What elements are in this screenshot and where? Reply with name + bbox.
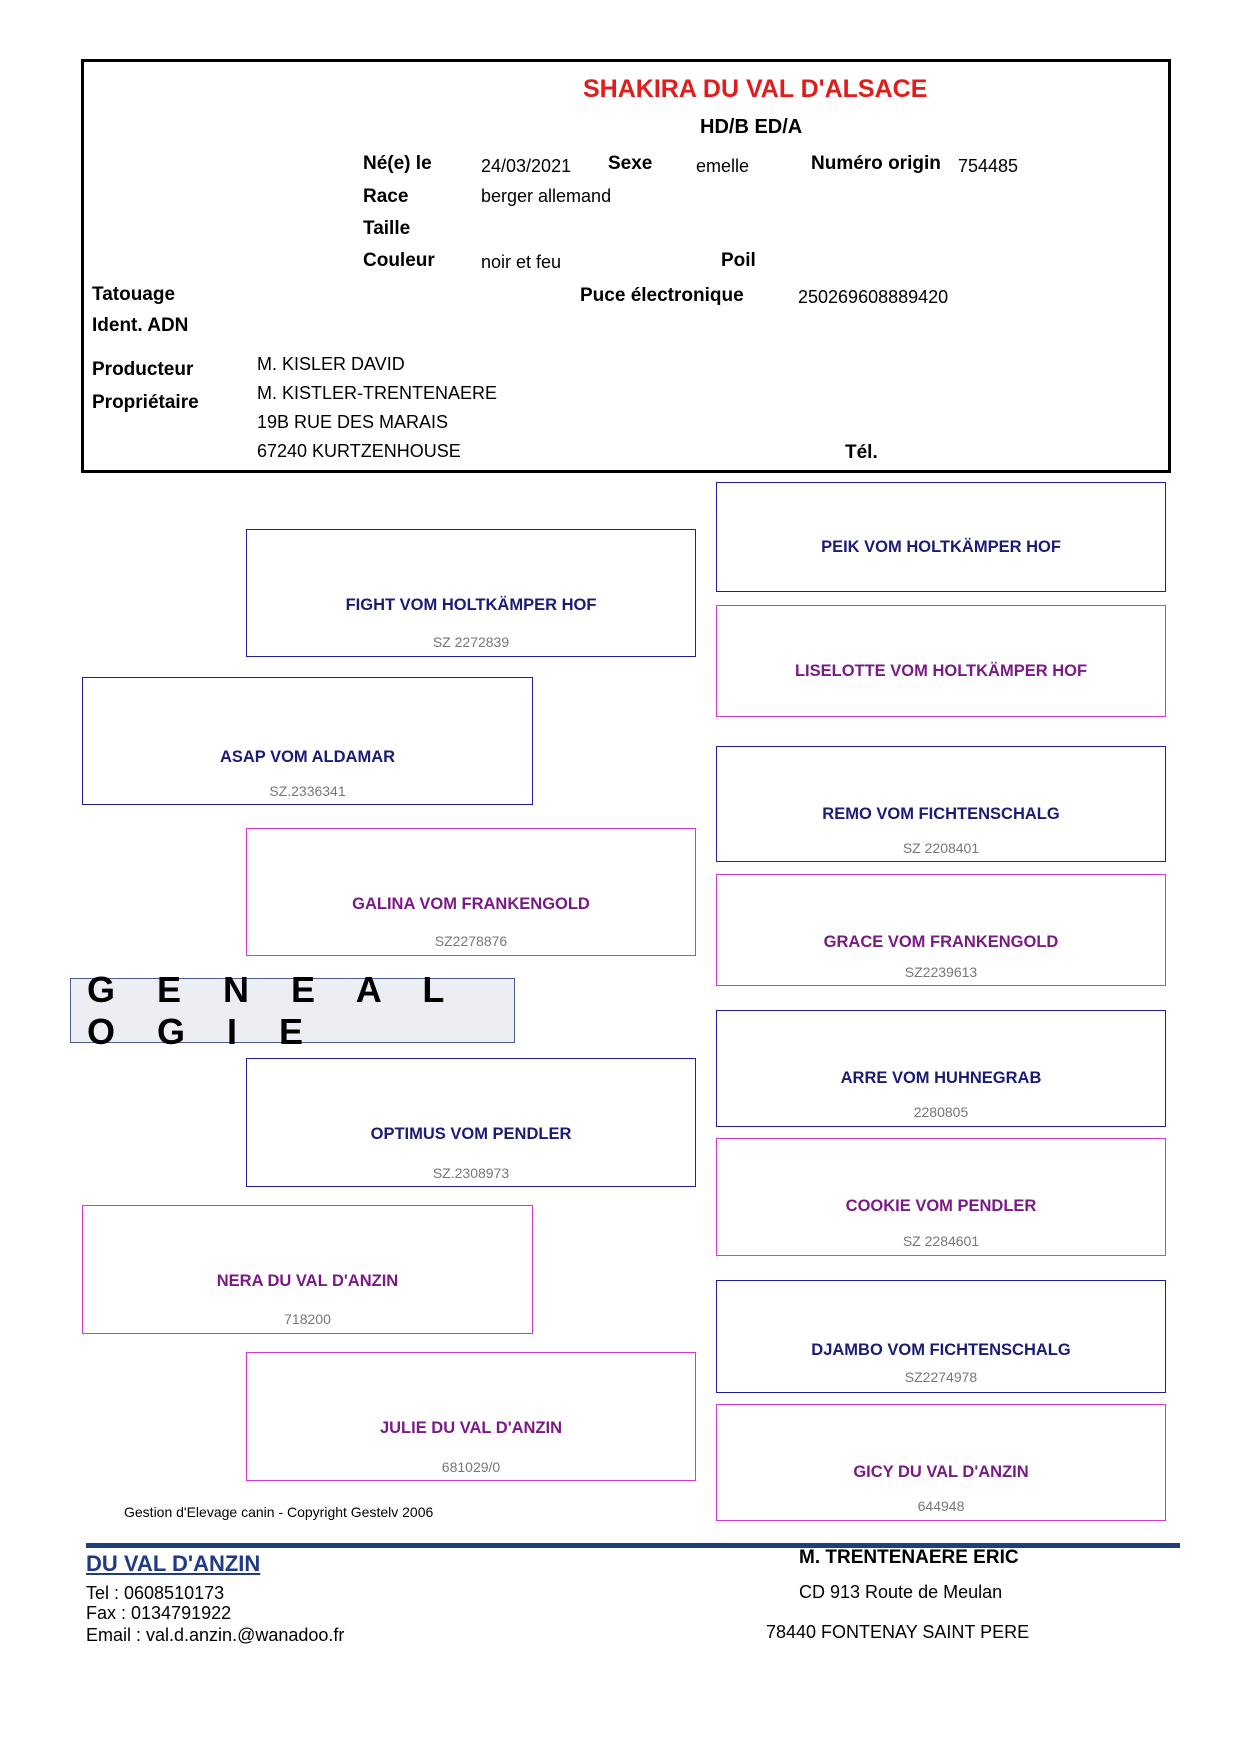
- genealogy-title: G E N E A L O G I E: [87, 968, 460, 1052]
- owner-label: Propriétaire: [92, 392, 199, 413]
- color-value: noir et feu: [481, 252, 562, 272]
- dog-name: GICY DU VAL D'ANZIN: [853, 1463, 1029, 1481]
- health-results: HD/B ED/A: [700, 116, 803, 138]
- breed-value: berger allemand: [481, 186, 612, 206]
- pedigree-ggp-7: [716, 1280, 1166, 1393]
- number-value: 754485: [958, 156, 1019, 176]
- color-label: Couleur: [363, 250, 435, 271]
- breeder-name: M. TRENTENAERE ERIC: [799, 1547, 1019, 1568]
- pedigree-ggp-6: [716, 1138, 1166, 1256]
- registration: SZ 2272839: [432, 634, 510, 650]
- dog-name: REMO VOM FICHTENSCHALG: [822, 805, 1060, 823]
- pedigree-ggp-1: [716, 482, 1166, 592]
- breed-label: Race: [363, 186, 409, 207]
- registration: SZ.2336341: [269, 783, 346, 799]
- pedigree-ggp-3: [716, 746, 1166, 862]
- pedigree-sire: [82, 677, 533, 805]
- kennel-name: DU VAL D'ANZIN: [86, 1551, 261, 1576]
- chip-label: Puce électronique: [580, 285, 744, 306]
- size-label: Taille: [363, 218, 411, 239]
- dog-name: JULIE DU VAL D'ANZIN: [379, 1419, 563, 1437]
- registration: 644948: [917, 1498, 965, 1514]
- pedigree-ggp-2: [716, 605, 1166, 717]
- dog-name: PEIK VOM HOLTKÄMPER HOF: [821, 538, 1061, 556]
- dog-name: DJAMBO VOM FICHTENSCHALG: [811, 1341, 1071, 1359]
- birth-date: 24/03/2021: [481, 156, 572, 176]
- owner-street: 19B RUE DES MARAIS: [257, 412, 449, 432]
- copyright-text: Gestion d'Elevage canin - Copyright Gestelv 2006: [124, 1504, 434, 1520]
- registration: SZ2278876: [434, 933, 508, 949]
- pedigree-ggp-5: [716, 1010, 1166, 1127]
- dna-label: Ident. ADN: [92, 315, 189, 336]
- pedigree-dam: [82, 1205, 533, 1334]
- sex-label: Sexe: [608, 153, 653, 174]
- dog-name: GALINA VOM FRANKENGOLD: [352, 895, 590, 913]
- chip-value: 250269608889420: [798, 287, 949, 307]
- kennel-fax: Fax : 0134791922: [86, 1603, 232, 1623]
- coat-label: Poil: [721, 250, 756, 271]
- registration: SZ2239613: [904, 964, 978, 980]
- dog-name: ARRE VOM HUHNEGRAB: [840, 1069, 1042, 1087]
- sex-value: emelle: [696, 156, 750, 176]
- pedigree-dam-dam: [246, 1352, 696, 1481]
- tattoo-label: Tatouage: [92, 284, 176, 305]
- genealogy-banner: [70, 968, 515, 1052]
- pedigree-ggp-8: [716, 1404, 1166, 1521]
- pedigree-sire-sire: [246, 529, 696, 657]
- pedigree-ggp-4: [716, 874, 1166, 986]
- birth-label: Né(e) le: [363, 153, 432, 174]
- producer-value: M. KISLER DAVID: [257, 354, 405, 374]
- dog-name: OPTIMUS VOM PENDLER: [370, 1125, 572, 1143]
- registration: SZ2274978: [904, 1369, 978, 1385]
- dog-name: GRACE VOM FRANKENGOLD: [823, 933, 1059, 951]
- registration: SZ 2208401: [902, 840, 980, 856]
- registration: 718200: [284, 1311, 331, 1327]
- breeder-street: CD 913 Route de Meulan: [799, 1582, 1003, 1602]
- pedigree-sire-dam: [246, 828, 696, 956]
- pedigree-dam-sire: [246, 1058, 696, 1187]
- dog-name: LISELOTTE VOM HOLTKÄMPER HOF: [794, 662, 1088, 680]
- number-label: Numéro origin: [811, 153, 941, 174]
- registration: 2280805: [913, 1104, 969, 1120]
- identity-box: [81, 59, 1171, 473]
- owner-name: M. KISTLER-TRENTENAERE: [257, 383, 498, 403]
- registration: SZ.2308973: [432, 1165, 510, 1181]
- dog-name: NERA DU VAL D'ANZIN: [216, 1272, 399, 1290]
- producer-label: Producteur: [92, 359, 194, 380]
- dog-name: COOKIE VOM PENDLER: [845, 1197, 1037, 1215]
- kennel-email: Email : val.d.anzin.@wanadoo.fr: [86, 1625, 345, 1645]
- dog-name: SHAKIRA DU VAL D'ALSACE: [583, 75, 928, 103]
- dog-name: FIGHT VOM HOLTKÄMPER HOF: [345, 596, 597, 614]
- owner-city: 67240 KURTZENHOUSE: [257, 441, 461, 461]
- tel-label: Tél.: [845, 442, 878, 463]
- breeder-city: 78440 FONTENAY SAINT PERE: [766, 1622, 1030, 1642]
- registration: SZ 2284601: [902, 1233, 980, 1249]
- registration: 681029/0: [441, 1459, 501, 1475]
- dog-name: ASAP VOM ALDAMAR: [219, 748, 396, 766]
- kennel-tel: Tel : 0608510173: [86, 1583, 225, 1603]
